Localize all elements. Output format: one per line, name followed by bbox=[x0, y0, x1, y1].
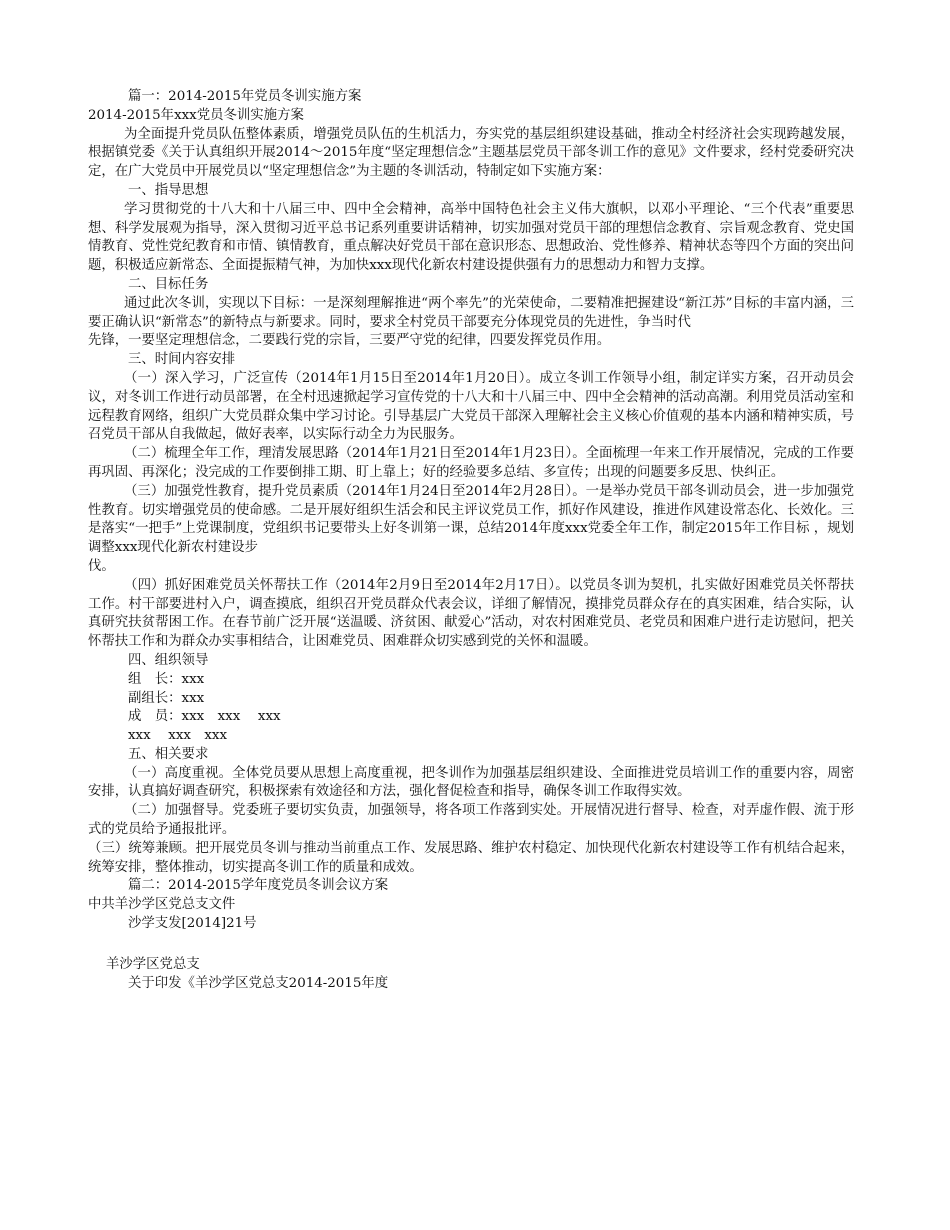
paragraph: 一、指导思想 bbox=[128, 182, 209, 198]
paragraph: 先锋，一要坚定理想信念，二要践行党的宗旨，三要严守党的纪律，四要发挥党员作用。 bbox=[88, 333, 611, 349]
paragraph: 副组长：xxx bbox=[128, 690, 205, 706]
paragraph: 三、时间内容安排 bbox=[128, 352, 236, 368]
paragraph: 通过此次冬训，实现以下目标：一是深刻理解推进“两个率先”的光荣使命，二要精准把握建设“新江苏”目标的丰富内涵，三要正确认识“新常态”的新特点与新要求。同时，要求全村党员干部要充分体现党员的先进性，争当时代 bbox=[88, 295, 854, 330]
paragraph: 伐。 bbox=[88, 558, 115, 574]
paragraph: 组 长：xxx bbox=[128, 671, 205, 687]
paragraph: 关于印发《羊沙学区党总支2014-2015年度 bbox=[128, 975, 389, 991]
paragraph: （一）深入学习，广泛宣传（2014年1月15日至2014年1月20日）。成立冬训工作领导小组，制定详实方案，召开动员会议，对冬训工作进行动员部署，在全村迅速掀起学习宣传党的十八大和十八届三中、四中全会精神的活动高潮。利用党员活动室和远程教育网络，组织广大党员群众集中学习讨论。引导基层广大党员干部深入理解社会主义核心价值观的基本内涵和精神实质，号召党员干部从自我做起，做好表率，以实际行动全力为民服务。 bbox=[88, 370, 854, 443]
paragraph: 五、相关要求 bbox=[128, 746, 209, 762]
paragraph: 四、组织领导 bbox=[128, 652, 209, 668]
paragraph: 篇二：2014-2015学年度党员冬训会议方案 bbox=[128, 878, 389, 894]
paragraph: （四）抓好困难党员关怀帮扶工作（2014年2月9日至2014年2月17日）。以党员冬训为契机，扎实做好困难党员关怀帮扶工作。村干部要进村入户，调查摸底，组织召开党员群众代表会议，详细了解情况，摸排党员群众存在的真实困难，结合实际，认真研究扶贫帮困工作。在春节前广泛开展“送温暖、济贫困、献爱心”活动，对农村困难党员、老党员和困难户进行走访慰问，把关怀帮扶工作和为群众办实事相结合，让困难党员、困难群众切实感到党的关怀和温暖。 bbox=[88, 577, 854, 650]
paragraph: xxx xxx xxx bbox=[128, 728, 228, 744]
paragraph: 中共羊沙学区党总支文件 bbox=[88, 897, 236, 913]
paragraph: 篇一：2014-2015年党员冬训实施方案 bbox=[128, 89, 362, 104]
paragraph: （二）加强督导。党委班子要切实负责，加强领导，将各项工作落到实处。开展情况进行督导、检查，对弄虚作假、流于形式的党员给予通报批评。 bbox=[88, 803, 854, 838]
paragraph: 为全面提升党员队伍整体素质，增强党员队伍的生机活力，夯实党的基层组织建设基础，推动全村经济社会实现跨越发展，根据镇党委《关于认真组织开展2014～2015年度“坚定理想信念”主题基层党员干部冬训工作的意见》文件要求，经村党委研究决定，在广大党员中开展党员以“坚定理想信念”为主题的冬训活动，特制定如下实施方案： bbox=[88, 126, 854, 180]
paragraph: （三）加强党性教育，提升党员素质（2014年1月24日至2014年2月28日）。一是举办党员干部冬训动员会，进一步加强党性教育。切实增强党员的使命感。二是开展好组织生活会和民主评议党员工作，抓好作风建设，推进作风建设常态化、长效化。三是落实“一把手”上党课制度，党组织书记要带头上好冬训第一课，总结2014年度xxx党委全年工作，制定2015年工作目标 ，规划调整xxx现代化新农村建设步 bbox=[88, 483, 854, 556]
paragraph: 羊沙学区党总支 bbox=[106, 956, 200, 972]
paragraph: 学习贯彻党的十八大和十八届三中、四中全会精神，高举中国特色社会主义伟大旗帜，以邓小平理论、“三个代表”重要思想、科学发展观为指导，深入贯彻习近平总书记系列重要讲话精神，切实加强对党员干部的理想信念教育、宗旨观念教育、党史国情教育、党性党纪教育和市情、镇情教育，重点解决好党员干部在意识形态、思想政治、党性修养、精神状态等四个方面的突出问题，积极适应新常态、全面提振精气神，为加快xxx现代化新农村建设提供强有力的思想动力和智力支撑。 bbox=[88, 201, 854, 274]
blank-line bbox=[88, 934, 854, 956]
paragraph: （二）梳理全年工作，理清发展思路（2014年1月21日至2014年1月23日）。全面梳理一年来工作开展情况，完成的工作要再巩固、再深化；没完成的工作要倒排工期、盯上靠上；好的经验要多总结、多宣传；出现的问题要多反思、快纠正。 bbox=[88, 446, 854, 480]
paragraph: （三）统筹兼顾。把开展党员冬训与推动当前重点工作、发展思路、维护农村稳定、加快现代化新农村建设等工作有机结合起来，统筹安排，整体推动，切实提高冬训工作的质量和成效。 bbox=[88, 840, 854, 875]
paragraph: （一）高度重视。全体党员要从思想上高度重视，把冬训作为加强基层组织建设、全面推进党员培训工作的重要内容，周密安排，认真搞好调查研究，积极探索有效途径和方法，强化督促检查和指导，确保冬训工作取得实效。 bbox=[88, 765, 854, 800]
paragraph: 2014-2015年xxx党员冬训实施方案 bbox=[88, 107, 304, 123]
paragraph: 成 员：xxx xxx xxx bbox=[128, 709, 281, 725]
paragraph: 二、目标任务 bbox=[128, 276, 209, 292]
paragraph: 沙学支发[2014]21号 bbox=[128, 916, 257, 932]
